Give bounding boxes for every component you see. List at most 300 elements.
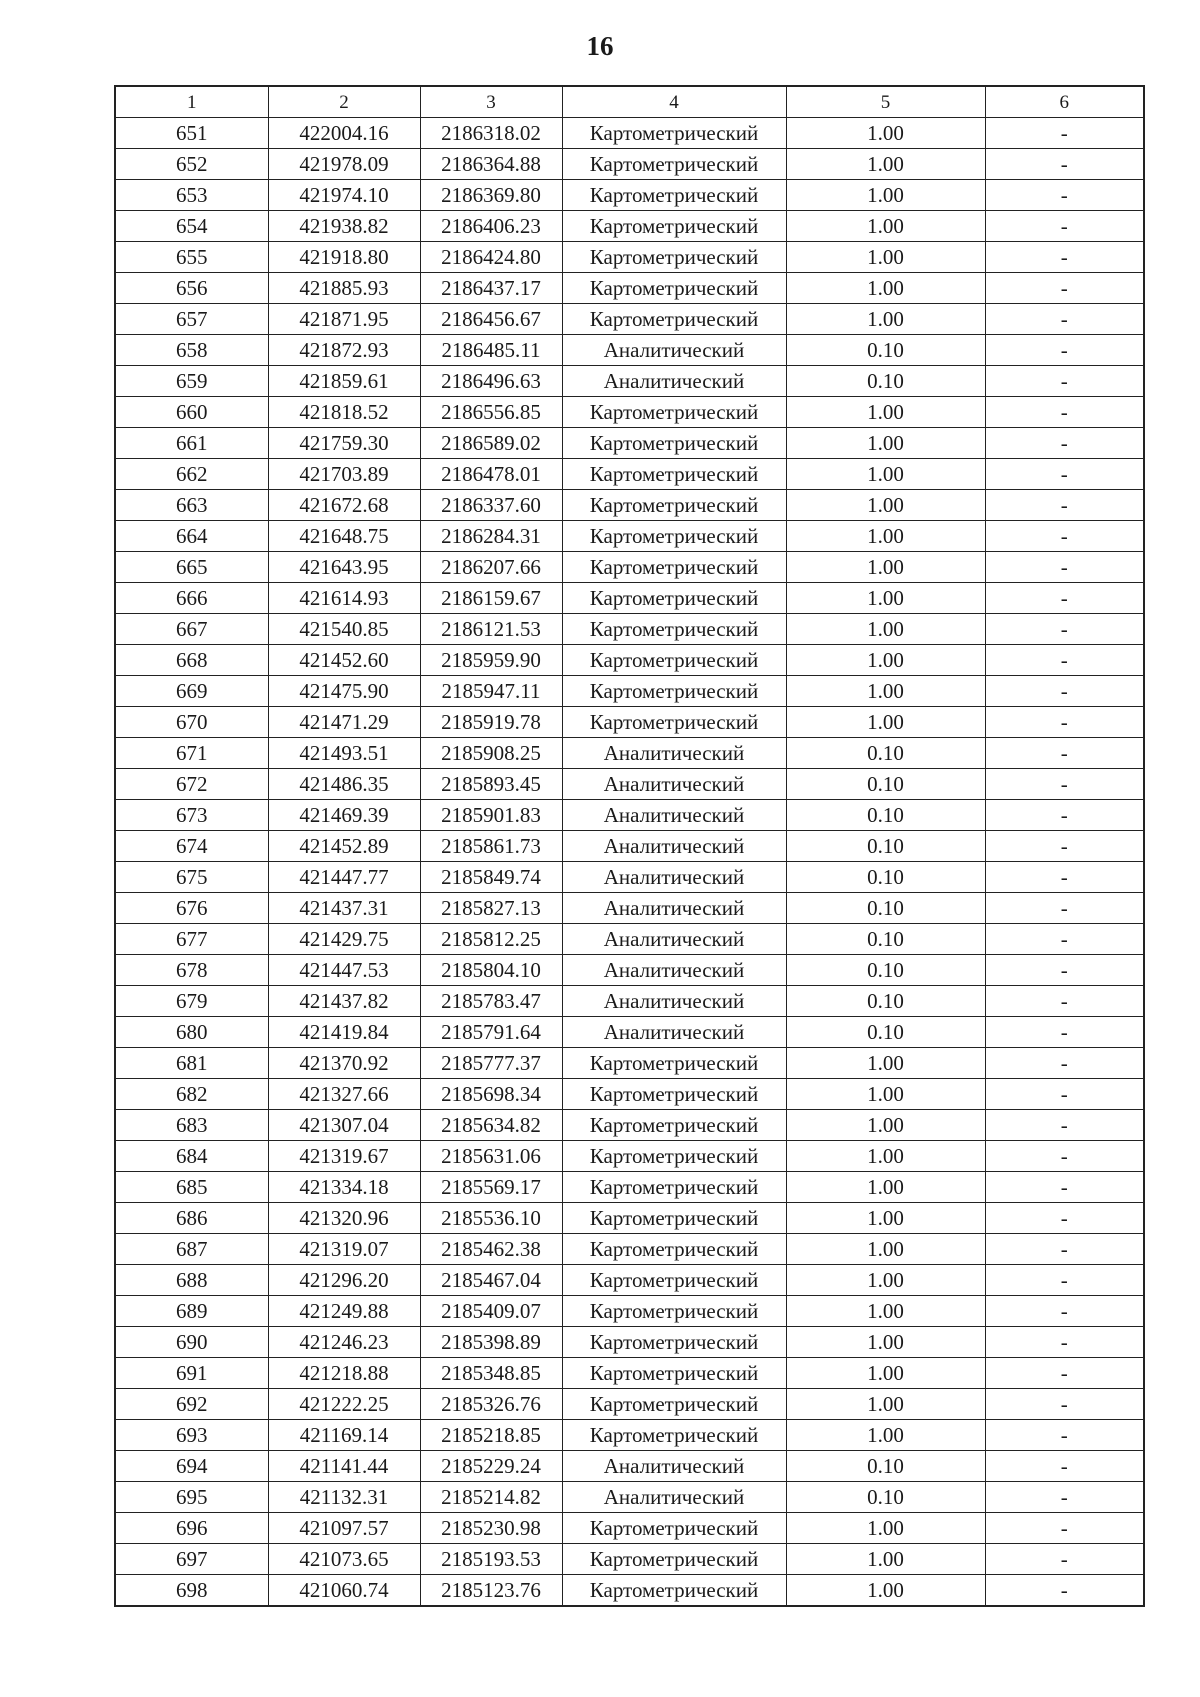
method-cell: Картометрический [562, 1048, 786, 1079]
method-cell: Картометрический [562, 1327, 786, 1358]
accuracy-cell: 1.00 [786, 211, 985, 242]
accuracy-cell: 1.00 [786, 273, 985, 304]
coordinates-table [114, 85, 1145, 1607]
table-row [115, 614, 1144, 645]
description-cell: - [985, 955, 1144, 986]
description-cell: - [985, 800, 1144, 831]
y-coordinate-cell: 2186437.17 [420, 273, 562, 304]
point-number-cell: 683 [115, 1110, 268, 1141]
table-body [115, 118, 1144, 1607]
accuracy-cell: 0.10 [786, 366, 985, 397]
description-cell: - [985, 366, 1144, 397]
accuracy-cell: 1.00 [786, 1575, 985, 1607]
x-coordinate-cell: 422004.16 [268, 118, 420, 149]
method-cell: Картометрический [562, 1172, 786, 1203]
x-coordinate-cell: 421060.74 [268, 1575, 420, 1607]
point-number-cell: 684 [115, 1141, 268, 1172]
method-cell: Аналитический [562, 800, 786, 831]
y-coordinate-cell: 2186364.88 [420, 149, 562, 180]
description-cell: - [985, 428, 1144, 459]
x-coordinate-cell: 421672.68 [268, 490, 420, 521]
accuracy-cell: 0.10 [786, 893, 985, 924]
description-cell: - [985, 1017, 1144, 1048]
accuracy-cell: 1.00 [786, 459, 985, 490]
y-coordinate-cell: 2186337.60 [420, 490, 562, 521]
description-cell: - [985, 304, 1144, 335]
column-header: 2 [268, 86, 420, 118]
y-coordinate-cell: 2185947.11 [420, 676, 562, 707]
description-cell: - [985, 211, 1144, 242]
accuracy-cell: 1.00 [786, 1079, 985, 1110]
accuracy-cell: 1.00 [786, 397, 985, 428]
y-coordinate-cell: 2186456.67 [420, 304, 562, 335]
x-coordinate-cell: 421320.96 [268, 1203, 420, 1234]
point-number-cell: 660 [115, 397, 268, 428]
x-coordinate-cell: 421493.51 [268, 738, 420, 769]
y-coordinate-cell: 2186207.66 [420, 552, 562, 583]
method-cell: Картометрический [562, 521, 786, 552]
accuracy-cell: 1.00 [786, 180, 985, 211]
description-cell: - [985, 1420, 1144, 1451]
x-coordinate-cell: 421540.85 [268, 614, 420, 645]
accuracy-cell: 1.00 [786, 1327, 985, 1358]
y-coordinate-cell: 2185908.25 [420, 738, 562, 769]
description-cell: - [985, 335, 1144, 366]
method-cell: Аналитический [562, 955, 786, 986]
point-number-cell: 680 [115, 1017, 268, 1048]
method-cell: Картометрический [562, 1265, 786, 1296]
accuracy-cell: 1.00 [786, 583, 985, 614]
description-cell: - [985, 831, 1144, 862]
y-coordinate-cell: 2185919.78 [420, 707, 562, 738]
x-coordinate-cell: 421938.82 [268, 211, 420, 242]
y-coordinate-cell: 2186318.02 [420, 118, 562, 149]
method-cell: Картометрический [562, 1110, 786, 1141]
method-cell: Картометрический [562, 583, 786, 614]
y-coordinate-cell: 2186496.63 [420, 366, 562, 397]
table-row [115, 738, 1144, 769]
x-coordinate-cell: 421978.09 [268, 149, 420, 180]
table-header-row [115, 86, 1144, 118]
y-coordinate-cell: 2185849.74 [420, 862, 562, 893]
x-coordinate-cell: 421437.82 [268, 986, 420, 1017]
accuracy-cell: 1.00 [786, 242, 985, 273]
table-row [115, 180, 1144, 211]
point-number-cell: 696 [115, 1513, 268, 1544]
description-cell: - [985, 1575, 1144, 1607]
accuracy-cell: 0.10 [786, 1451, 985, 1482]
method-cell: Картометрический [562, 645, 786, 676]
description-cell: - [985, 1265, 1144, 1296]
table-row [115, 1141, 1144, 1172]
table-row [115, 645, 1144, 676]
x-coordinate-cell: 421334.18 [268, 1172, 420, 1203]
y-coordinate-cell: 2186121.53 [420, 614, 562, 645]
x-coordinate-cell: 421307.04 [268, 1110, 420, 1141]
accuracy-cell: 1.00 [786, 1234, 985, 1265]
column-header: 1 [115, 86, 268, 118]
table-row [115, 1172, 1144, 1203]
accuracy-cell: 1.00 [786, 1544, 985, 1575]
point-number-cell: 695 [115, 1482, 268, 1513]
table-row [115, 583, 1144, 614]
point-number-cell: 668 [115, 645, 268, 676]
description-cell: - [985, 893, 1144, 924]
point-number-cell: 666 [115, 583, 268, 614]
description-cell: - [985, 707, 1144, 738]
x-coordinate-cell: 421648.75 [268, 521, 420, 552]
description-cell: - [985, 1079, 1144, 1110]
column-header: 4 [562, 86, 786, 118]
table-row [115, 428, 1144, 459]
table-row [115, 831, 1144, 862]
point-number-cell: 689 [115, 1296, 268, 1327]
description-cell: - [985, 273, 1144, 304]
column-header: 3 [420, 86, 562, 118]
description-cell: - [985, 521, 1144, 552]
method-cell: Аналитический [562, 335, 786, 366]
table-row [115, 118, 1144, 149]
description-cell: - [985, 459, 1144, 490]
accuracy-cell: 1.00 [786, 1110, 985, 1141]
x-coordinate-cell: 421885.93 [268, 273, 420, 304]
x-coordinate-cell: 421429.75 [268, 924, 420, 955]
description-cell: - [985, 1389, 1144, 1420]
table-row [115, 1389, 1144, 1420]
description-cell: - [985, 1451, 1144, 1482]
table-row [115, 1265, 1144, 1296]
x-coordinate-cell: 421452.89 [268, 831, 420, 862]
method-cell: Картометрический [562, 490, 786, 521]
method-cell: Картометрический [562, 428, 786, 459]
x-coordinate-cell: 421319.67 [268, 1141, 420, 1172]
method-cell: Картометрический [562, 1420, 786, 1451]
method-cell: Картометрический [562, 211, 786, 242]
table-row [115, 1358, 1144, 1389]
x-coordinate-cell: 421643.95 [268, 552, 420, 583]
y-coordinate-cell: 2185569.17 [420, 1172, 562, 1203]
x-coordinate-cell: 421818.52 [268, 397, 420, 428]
accuracy-cell: 0.10 [786, 1017, 985, 1048]
description-cell: - [985, 490, 1144, 521]
y-coordinate-cell: 2185326.76 [420, 1389, 562, 1420]
x-coordinate-cell: 421486.35 [268, 769, 420, 800]
description-cell: - [985, 118, 1144, 149]
point-number-cell: 677 [115, 924, 268, 955]
table-row [115, 862, 1144, 893]
y-coordinate-cell: 2185861.73 [420, 831, 562, 862]
method-cell: Картометрический [562, 1389, 786, 1420]
method-cell: Картометрический [562, 614, 786, 645]
method-cell: Картометрический [562, 1203, 786, 1234]
table-row [115, 1296, 1144, 1327]
y-coordinate-cell: 2185230.98 [420, 1513, 562, 1544]
description-cell: - [985, 986, 1144, 1017]
y-coordinate-cell: 2185193.53 [420, 1544, 562, 1575]
x-coordinate-cell: 421471.29 [268, 707, 420, 738]
point-number-cell: 688 [115, 1265, 268, 1296]
table-row [115, 335, 1144, 366]
description-cell: - [985, 862, 1144, 893]
y-coordinate-cell: 2186478.01 [420, 459, 562, 490]
y-coordinate-cell: 2185827.13 [420, 893, 562, 924]
x-coordinate-cell: 421222.25 [268, 1389, 420, 1420]
point-number-cell: 697 [115, 1544, 268, 1575]
point-number-cell: 669 [115, 676, 268, 707]
y-coordinate-cell: 2185791.64 [420, 1017, 562, 1048]
table-row [115, 1420, 1144, 1451]
description-cell: - [985, 180, 1144, 211]
y-coordinate-cell: 2186406.23 [420, 211, 562, 242]
accuracy-cell: 0.10 [786, 335, 985, 366]
method-cell: Картометрический [562, 1079, 786, 1110]
accuracy-cell: 0.10 [786, 831, 985, 862]
point-number-cell: 692 [115, 1389, 268, 1420]
y-coordinate-cell: 2185812.25 [420, 924, 562, 955]
method-cell: Аналитический [562, 1482, 786, 1513]
table-row [115, 1048, 1144, 1079]
x-coordinate-cell: 421132.31 [268, 1482, 420, 1513]
x-coordinate-cell: 421759.30 [268, 428, 420, 459]
x-coordinate-cell: 421370.92 [268, 1048, 420, 1079]
x-coordinate-cell: 421447.77 [268, 862, 420, 893]
table-row [115, 1482, 1144, 1513]
point-number-cell: 685 [115, 1172, 268, 1203]
description-cell: - [985, 1110, 1144, 1141]
description-cell: - [985, 397, 1144, 428]
table-row [115, 366, 1144, 397]
y-coordinate-cell: 2185398.89 [420, 1327, 562, 1358]
page-number: 16 [586, 31, 614, 61]
accuracy-cell: 0.10 [786, 800, 985, 831]
point-number-cell: 681 [115, 1048, 268, 1079]
method-cell: Картометрический [562, 1513, 786, 1544]
description-cell: - [985, 924, 1144, 955]
accuracy-cell: 1.00 [786, 676, 985, 707]
y-coordinate-cell: 2185536.10 [420, 1203, 562, 1234]
point-number-cell: 670 [115, 707, 268, 738]
accuracy-cell: 1.00 [786, 1203, 985, 1234]
method-cell: Аналитический [562, 831, 786, 862]
method-cell: Картометрический [562, 459, 786, 490]
table-row [115, 893, 1144, 924]
accuracy-cell: 1.00 [786, 1141, 985, 1172]
point-number-cell: 673 [115, 800, 268, 831]
x-coordinate-cell: 421974.10 [268, 180, 420, 211]
y-coordinate-cell: 2185462.38 [420, 1234, 562, 1265]
point-number-cell: 690 [115, 1327, 268, 1358]
y-coordinate-cell: 2185214.82 [420, 1482, 562, 1513]
y-coordinate-cell: 2186485.11 [420, 335, 562, 366]
table-row [115, 521, 1144, 552]
table-row [115, 242, 1144, 273]
table-row [115, 986, 1144, 1017]
accuracy-cell: 0.10 [786, 924, 985, 955]
y-coordinate-cell: 2185783.47 [420, 986, 562, 1017]
x-coordinate-cell: 421475.90 [268, 676, 420, 707]
x-coordinate-cell: 421141.44 [268, 1451, 420, 1482]
column-header: 5 [786, 86, 985, 118]
y-coordinate-cell: 2185348.85 [420, 1358, 562, 1389]
point-number-cell: 694 [115, 1451, 268, 1482]
accuracy-cell: 1.00 [786, 1389, 985, 1420]
x-coordinate-cell: 421073.65 [268, 1544, 420, 1575]
table-row [115, 211, 1144, 242]
x-coordinate-cell: 421169.14 [268, 1420, 420, 1451]
table-row [115, 1110, 1144, 1141]
method-cell: Картометрический [562, 242, 786, 273]
x-coordinate-cell: 421296.20 [268, 1265, 420, 1296]
y-coordinate-cell: 2185467.04 [420, 1265, 562, 1296]
x-coordinate-cell: 421703.89 [268, 459, 420, 490]
point-number-cell: 671 [115, 738, 268, 769]
table-row [115, 149, 1144, 180]
table-row [115, 800, 1144, 831]
description-cell: - [985, 1172, 1144, 1203]
accuracy-cell: 0.10 [786, 769, 985, 800]
point-number-cell: 659 [115, 366, 268, 397]
point-number-cell: 691 [115, 1358, 268, 1389]
point-number-cell: 667 [115, 614, 268, 645]
accuracy-cell: 1.00 [786, 1513, 985, 1544]
description-cell: - [985, 1544, 1144, 1575]
table-row [115, 397, 1144, 428]
point-number-cell: 652 [115, 149, 268, 180]
method-cell: Аналитический [562, 366, 786, 397]
x-coordinate-cell: 421437.31 [268, 893, 420, 924]
method-cell: Картометрический [562, 1234, 786, 1265]
accuracy-cell: 1.00 [786, 149, 985, 180]
point-number-cell: 675 [115, 862, 268, 893]
y-coordinate-cell: 2185804.10 [420, 955, 562, 986]
method-cell: Картометрический [562, 273, 786, 304]
point-number-cell: 661 [115, 428, 268, 459]
point-number-cell: 657 [115, 304, 268, 335]
method-cell: Картометрический [562, 676, 786, 707]
y-coordinate-cell: 2186284.31 [420, 521, 562, 552]
y-coordinate-cell: 2186556.85 [420, 397, 562, 428]
description-cell: - [985, 583, 1144, 614]
table-row [115, 1203, 1144, 1234]
point-number-cell: 678 [115, 955, 268, 986]
method-cell: Аналитический [562, 1017, 786, 1048]
x-coordinate-cell: 421218.88 [268, 1358, 420, 1389]
table-row [115, 552, 1144, 583]
x-coordinate-cell: 421872.93 [268, 335, 420, 366]
point-number-cell: 686 [115, 1203, 268, 1234]
y-coordinate-cell: 2186424.80 [420, 242, 562, 273]
x-coordinate-cell: 421918.80 [268, 242, 420, 273]
point-number-cell: 687 [115, 1234, 268, 1265]
method-cell: Картометрический [562, 1575, 786, 1607]
method-cell: Аналитический [562, 893, 786, 924]
point-number-cell: 682 [115, 1079, 268, 1110]
table-row [115, 1544, 1144, 1575]
table-row [115, 955, 1144, 986]
x-coordinate-cell: 421327.66 [268, 1079, 420, 1110]
x-coordinate-cell: 421871.95 [268, 304, 420, 335]
method-cell: Аналитический [562, 769, 786, 800]
accuracy-cell: 1.00 [786, 1420, 985, 1451]
point-number-cell: 651 [115, 118, 268, 149]
description-cell: - [985, 1203, 1144, 1234]
x-coordinate-cell: 421447.53 [268, 955, 420, 986]
description-cell: - [985, 1482, 1144, 1513]
description-cell: - [985, 552, 1144, 583]
y-coordinate-cell: 2185634.82 [420, 1110, 562, 1141]
table-row [115, 1513, 1144, 1544]
point-number-cell: 698 [115, 1575, 268, 1607]
x-coordinate-cell: 421469.39 [268, 800, 420, 831]
point-number-cell: 655 [115, 242, 268, 273]
description-cell: - [985, 645, 1144, 676]
point-number-cell: 663 [115, 490, 268, 521]
method-cell: Картометрический [562, 1141, 786, 1172]
table-row [115, 676, 1144, 707]
description-cell: - [985, 1513, 1144, 1544]
method-cell: Картометрический [562, 1296, 786, 1327]
accuracy-cell: 0.10 [786, 1482, 985, 1513]
y-coordinate-cell: 2185229.24 [420, 1451, 562, 1482]
y-coordinate-cell: 2185123.76 [420, 1575, 562, 1607]
method-cell: Аналитический [562, 738, 786, 769]
point-number-cell: 664 [115, 521, 268, 552]
method-cell: Аналитический [562, 1451, 786, 1482]
accuracy-cell: 1.00 [786, 490, 985, 521]
accuracy-cell: 1.00 [786, 304, 985, 335]
description-cell: - [985, 676, 1144, 707]
y-coordinate-cell: 2185409.07 [420, 1296, 562, 1327]
y-coordinate-cell: 2185893.45 [420, 769, 562, 800]
method-cell: Картометрический [562, 707, 786, 738]
point-number-cell: 662 [115, 459, 268, 490]
description-cell: - [985, 1141, 1144, 1172]
y-coordinate-cell: 2185698.34 [420, 1079, 562, 1110]
description-cell: - [985, 1358, 1144, 1389]
x-coordinate-cell: 421859.61 [268, 366, 420, 397]
y-coordinate-cell: 2185959.90 [420, 645, 562, 676]
method-cell: Аналитический [562, 986, 786, 1017]
accuracy-cell: 1.00 [786, 428, 985, 459]
point-number-cell: 693 [115, 1420, 268, 1451]
table-row [115, 490, 1144, 521]
table-row [115, 459, 1144, 490]
method-cell: Картометрический [562, 304, 786, 335]
method-cell: Аналитический [562, 862, 786, 893]
point-number-cell: 676 [115, 893, 268, 924]
accuracy-cell: 1.00 [786, 1296, 985, 1327]
y-coordinate-cell: 2185901.83 [420, 800, 562, 831]
y-coordinate-cell: 2185631.06 [420, 1141, 562, 1172]
description-cell: - [985, 738, 1144, 769]
table-row [115, 769, 1144, 800]
accuracy-cell: 1.00 [786, 1358, 985, 1389]
accuracy-cell: 1.00 [786, 118, 985, 149]
point-number-cell: 679 [115, 986, 268, 1017]
accuracy-cell: 0.10 [786, 955, 985, 986]
accuracy-cell: 0.10 [786, 738, 985, 769]
y-coordinate-cell: 2186589.02 [420, 428, 562, 459]
accuracy-cell: 1.00 [786, 1048, 985, 1079]
table-row [115, 1451, 1144, 1482]
description-cell: - [985, 1327, 1144, 1358]
method-cell: Картометрический [562, 552, 786, 583]
table-row [115, 924, 1144, 955]
accuracy-cell: 1.00 [786, 552, 985, 583]
point-number-cell: 665 [115, 552, 268, 583]
x-coordinate-cell: 421419.84 [268, 1017, 420, 1048]
description-cell: - [985, 1296, 1144, 1327]
